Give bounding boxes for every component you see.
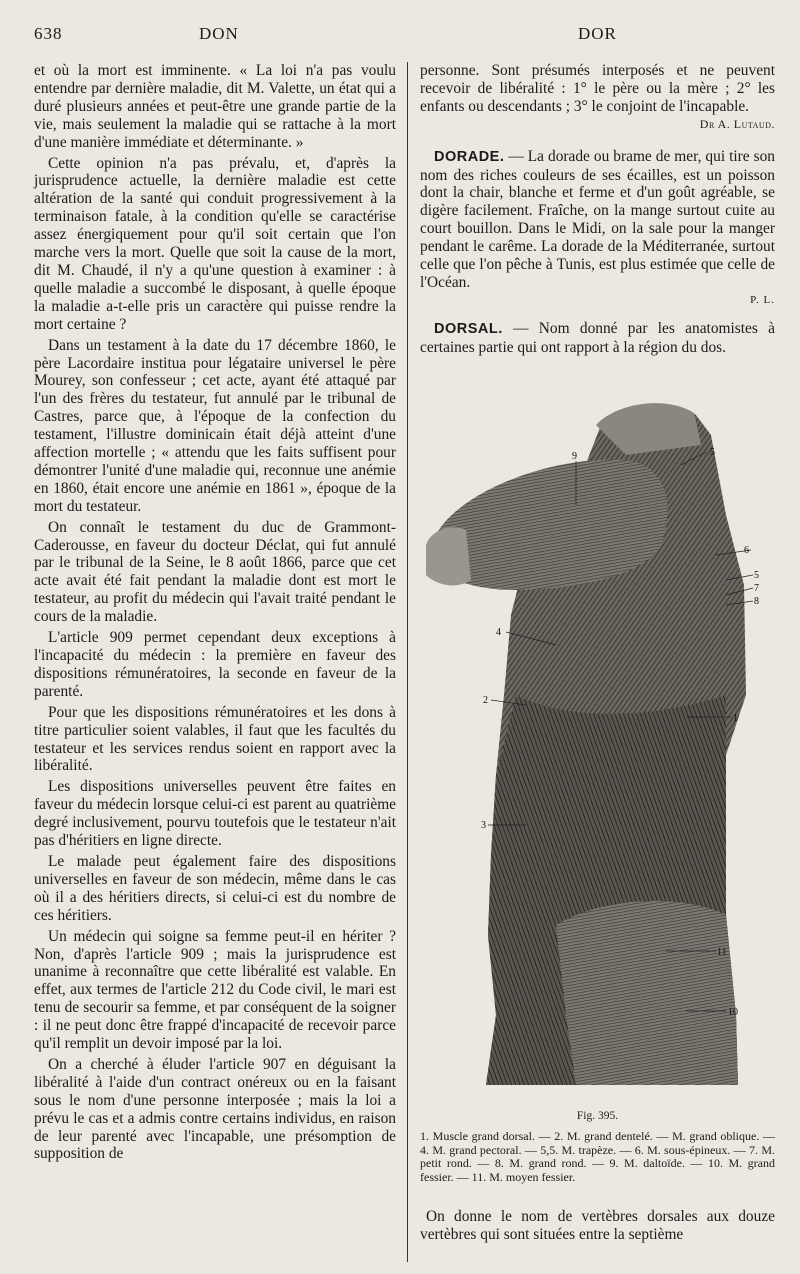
paragraph: Un médecin qui soigne sa femme peut-il en hériter ? Non, d'après l'article 909 ; mais la jurisprudence est unanime à reconnaître que cette libéralité est valable. En effet, aux termes de l'article 212 du Code civil, le mari est tenu de secourir sa femme, et par conséquent de la soigner : il ne peut donc être frappé d'incapacité de recevoir parce qu'il remplit un devoir imposé par la loi. bbox=[34, 927, 396, 1053]
paragraph: On connaît le testament du duc de Grammont-Caderousse, en faveur du docteur Déclat, qui fut annulé par le tribunal de la Seine, le 8 août 1866, parce que cet acte avait été fait pendant la maladie dont est mort le testateur, au profit du médecin qui l'avait traité pendant le cours de la maladie. bbox=[34, 518, 396, 626]
figure-label: 6 bbox=[744, 545, 749, 556]
figure-label: 5 bbox=[710, 447, 715, 458]
paragraph: Cette opinion n'a pas prévalu, et, d'après la jurisprudence actuelle, la dernière maladie est cette altération de la santé qui conduit progressivement à la terminaison fatale, à la condition qu'elle se caractérise assez énergiquement pour qu'il soit certain que l'on marche vers la mort. Quelle que soit la cause de la mort, dit M. Chaudé, il n'y a qu'une question à examiner : à quelle maladie a succombé le disposant, à quelle époque la maladie a-t-elle pris un caractère qui puisse rendre la mort certaine ? bbox=[34, 154, 396, 333]
paragraph: Dans un testament à la date du 17 décembre 1860, le père Lacordaire institua pour légataire universel le père Mourey, son confesseur ; cet acte, ayant été attaqué par l'un des frères du testateur, fut annulé par le tribunal de Castres, parce que, à l'époque de la confection du testament, l'illustre dominicain était déjà atteint d'une affection mortelle ; « attendu que les faits suffisent pour démontrer l'unité d'une maladie qui, reconnue une anémie en 1860, était encore une anémie en 1861 », époque de la mort du testateur. bbox=[34, 336, 396, 515]
figure-label: 5 bbox=[754, 570, 759, 581]
entry-dorade bbox=[420, 148, 775, 310]
intro-text: personne. Sont présumés interposés et ne peuvent recevoir de libéralité : 1° le père ou la mère ; 2° les enfants ou descendants ; 3° le conjoint de l'incapable. bbox=[420, 62, 775, 115]
figure-label: 10 bbox=[728, 1007, 738, 1018]
paragraph: On a cherché à éluder l'article 907 en déguisant la libéralité à l'aide d'un contract onéreux ou en la faisant sous le nom d'une personne interposée ; mais la loi a prévu le cas et a admis contre certains individus, en raison de leur parenté avec l'incapable, une présomption de supposition de bbox=[34, 1055, 396, 1163]
paragraph bbox=[420, 62, 775, 134]
figure-label: 8 bbox=[754, 596, 759, 607]
author-signature: P. L. bbox=[750, 293, 775, 306]
hip-shape bbox=[556, 901, 738, 1085]
entry-dorsal bbox=[420, 320, 775, 357]
running-head-left: DON bbox=[199, 24, 239, 43]
paragraph: et où la mort est imminente. « La loi n'a pas voulu entendre par dernière maladie, dit M. Valette, un état qui a duré plusieurs années et peut-être une grande partie de la vie, mais seulement la maladie qui se rattache à la mort d'une manière immédiate et déterminante. » bbox=[34, 62, 396, 151]
column-rule bbox=[407, 62, 408, 1262]
entry-text: — Nom donné par les anatomistes à certaines partie qui ont rapport à la région du dos. bbox=[420, 319, 775, 356]
entry-term: DORADE. bbox=[434, 148, 505, 165]
figure-label: 4 bbox=[496, 627, 501, 638]
arm-stump bbox=[426, 527, 471, 585]
figure-number: Fig. 395. bbox=[576, 1110, 619, 1122]
page-number: 638 bbox=[34, 24, 63, 43]
figure-label: 3 bbox=[481, 820, 486, 831]
paragraph: Le malade peut également faire des dispositions universelles en faveur de son médecin, même dans le cas où il a des héritiers directs, si celui-ci est du nombre de ces héritiers. bbox=[34, 852, 396, 924]
paragraph: Pour que les dispositions rémunératoires et les dons à titre particulier soient valables, il faut que les facultés du testateur et les services rendus soient en rapport avec la libéralité. bbox=[34, 703, 396, 775]
figure-label: 7 bbox=[754, 583, 759, 594]
right-column bbox=[420, 62, 775, 360]
engraver-credit: BLAISE.SC bbox=[674, 1086, 712, 1095]
paragraph: L'article 909 permet cependant deux exceptions à l'incapacité du médecin : la première en faveur des dispositions rémunératoires, la seconde en faveur de la parenté. bbox=[34, 629, 396, 700]
figure-label: 9 bbox=[572, 451, 577, 462]
author-signature: Dr A. Lutaud. bbox=[699, 116, 775, 131]
running-head-right: DOR bbox=[578, 24, 617, 43]
paragraph: Les dispositions universelles peuvent être faites en faveur du médecin lorsque celui-ci est parent au quatrième degré inclusivement, pourvu toutefois que le testateur n'ait pas d'héritiers en ligne directe. bbox=[34, 778, 396, 850]
figure-label: 2 bbox=[483, 695, 488, 706]
paragraph: On donne le nom de vertèbres dorsales aux douze vertèbres qui sont situées entre la septième bbox=[420, 1208, 775, 1243]
left-column bbox=[34, 62, 396, 1166]
figure-label: 11 bbox=[717, 947, 727, 958]
anatomical-figure bbox=[426, 395, 772, 1095]
entry-term: DORSAL. bbox=[434, 320, 503, 337]
figure-caption: 1. Muscle grand dorsal. — 2. M. grand dentelé. — M. grand oblique. — 4. M. grand pectoral. — 5,5. M. trapèze. — 6. M. sous-épineux. — 7. M. petit rond. — 8. M. grand rond. — 9. M. daltoïde. — 10. M. grand fessier. — 11. M. moyen fessier. bbox=[420, 1129, 775, 1184]
figure-label: 1 bbox=[733, 713, 738, 724]
entry-text: — La dorade ou brame de mer, qui tire son nom des riches couleurs de ses écailles, est un poisson dont la chair, blanche et ferme et d'un goût agréable, se digère facilement. Fraîche, on la mange surtout cuite au court bouillon. Dans le Midi, on la sale pour la manger pendant le carême. La dorade de la Méditerranée, surtout celle que l'on pêche à Tunis, est plus estimée que celle de l'Océan. bbox=[420, 147, 775, 291]
